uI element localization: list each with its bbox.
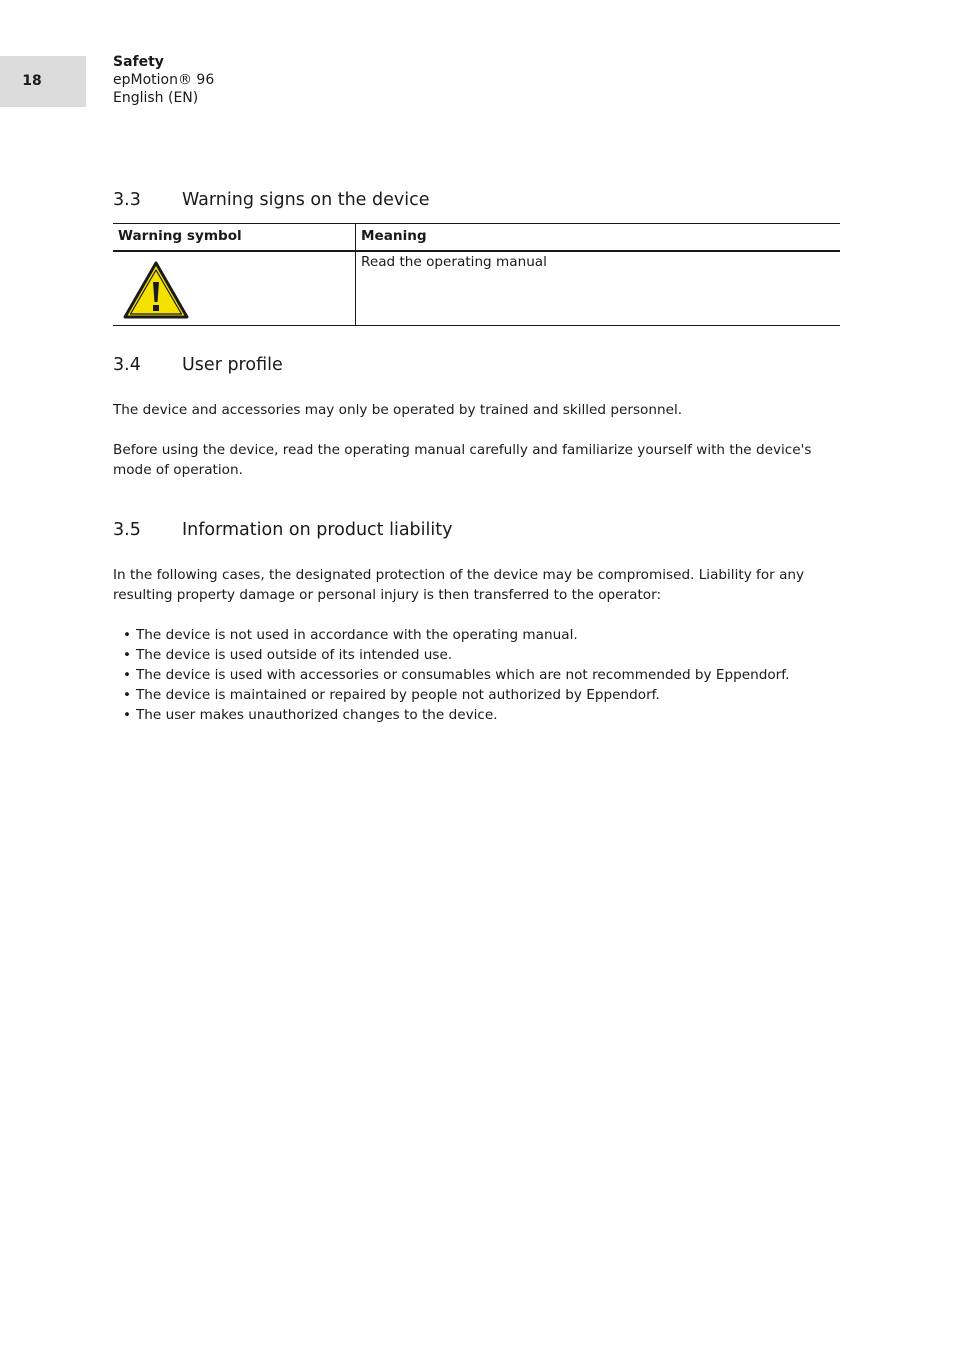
warning-signs-table: [113, 223, 840, 326]
heading-user-profile: 3.4 User profile: [113, 355, 283, 375]
header-language: English (EN): [113, 90, 199, 106]
list-item: • The device is maintained or repaired by people not authorized by Eppendorf.: [123, 685, 789, 705]
warning-symbol-cell: [113, 251, 356, 326]
table-header-row: [113, 224, 840, 252]
heading-warning-signs: 3.3 Warning signs on the device: [113, 190, 430, 210]
warning-triangle-icon: [122, 260, 190, 320]
liability-intro-paragraph: In the following cases, the designated protection of the device may be compromised. Liability for any resulting property damage or personal injury is then transferred to the operator:: [113, 567, 805, 603]
user-profile-paragraph-2: Before using the device, read the operating manual carefully and familiarize yourself with the device's mode of operation.: [113, 442, 812, 478]
table-row: [113, 251, 840, 326]
meaning-cell: Read the operating manual: [356, 251, 841, 326]
list-item: • The user makes unauthorized changes to the device.: [123, 705, 789, 725]
heading-product-liability: 3.5 Information on product liability: [113, 520, 453, 540]
list-item: • The device is used outside of its intended use.: [123, 645, 789, 665]
page-number: 18: [22, 73, 42, 89]
header-product: epMotion® 96: [113, 72, 215, 88]
liability-bullet-list: [123, 625, 789, 725]
user-profile-paragraph-1: The device and accessories may only be operated by trained and skilled personnel.: [113, 402, 683, 418]
col-header-warning-symbol: Warning symbol: [113, 224, 356, 252]
header-section: Safety: [113, 54, 164, 70]
col-header-meaning: Meaning: [356, 224, 841, 252]
list-item: • The device is not used in accordance with the operating manual.: [123, 625, 789, 645]
list-item: • The device is used with accessories or consumables which are not recommended by Eppendorf.: [123, 665, 789, 685]
running-header: [113, 53, 214, 107]
